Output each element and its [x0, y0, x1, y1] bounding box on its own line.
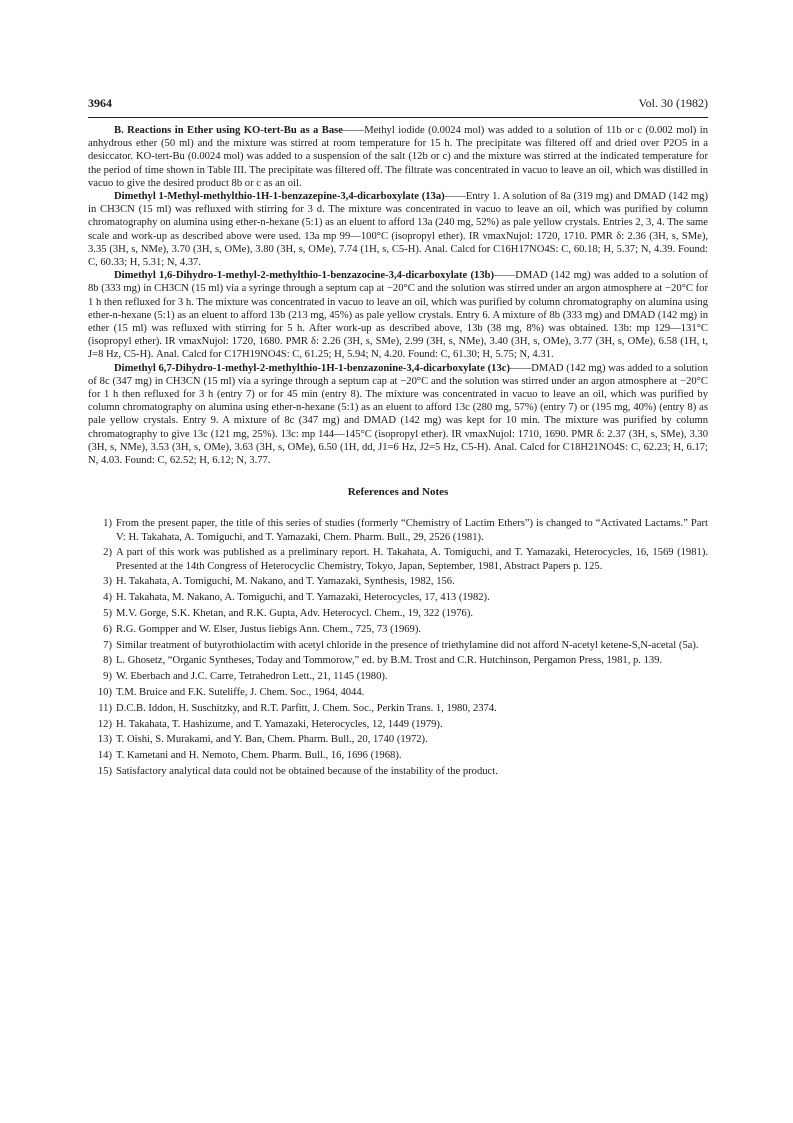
page-header: [88, 96, 708, 114]
paragraph-text: ——Entry 1. A solution of 8a (319 mg) and DMAD (142 mg) in CH3CN (15 ml) was refluxed with stirring for 3 d. The mixture was concentrated in vacuo to leave an oil, which was purified by column chromatography on alumina using ether-n-hexane (5:1) as an eluent to afford 13a (240 mg, 52%) as pale yellow crystals. Entries 2, 3, 4. The same scale and work-up as described above were used. 13a mp 99—100°C (isopropyl ether). IR νmaxNujol: 1720, 1710. PMR δ: 2.36 (3H, s, SMe), 3.35 (3H, s, NMe), 3.70 (3H, s, OMe), 3.80 (3H, s, OMe), 7.74 (1H, s, C5-H). Anal. Calcd for C16H17NO4S: C, 60.18; H, 5.37; N, 4.39. Found: C, 60.33; H, 5.31; N, 4.37.: [88, 191, 708, 269]
page-number: 3964: [88, 96, 112, 110]
reference-item: [88, 686, 708, 699]
reference-item: [88, 607, 708, 620]
journal-volume: Vol. 30 (1982): [638, 96, 708, 110]
paragraph-text: ——DMAD (142 mg) was added to a solution of 8c (347 mg) in CH3CN (15 ml) via a syringe through a septum cap at −20°C and the solution was stirred under an argon atmosphere at −20°C for 1 h then refluxed for 3 h (entry 7) or for 45 min (entry 8). The mixture was concentrated in vacuo to leave an oil, which was purified by column chromatography on alumina using ether-n-hexane (5:1) as an eluent to afford 13c (280 mg, 57%) (entry 7) or (195 mg, 40%) (entry 8) as pale yellow crystals. Entry 9. A mixture of 8c (347 mg) and DMAD (142 mg) was kept for 10 min. The mixture was purified by column chromatography to give 13c (121 mg, 25%). 13c: mp 144—145°C (isopropyl ether). IR νmaxNujol: 1710, 1690. PMR δ: 2.37 (3H, s, SMe), 3.30 (3H, s, NMe), 3.53 (3H, s, OMe), 3.63 (3H, s, OMe), 6.50 (1H, dd, J1=6 Hz, J2=5 Hz, C5-H). Anal. Calcd for C18H21NO4S: C, 62.23; H, 6.17; N, 4.03. Found: C, 62.52; H, 6.12; N, 3.77.: [88, 362, 708, 467]
reference-text: W. Eberbach and J.C. Carre, Tetrahedron Lett., 21, 1145 (1980).: [116, 671, 388, 683]
reference-text: R.G. Gompper and W. Elser, Justus liebigs Ann. Chem., 725, 73 (1969).: [116, 623, 422, 635]
reference-text: T. Oishi, S. Murakami, and Y. Ban, Chem. Pharm. Bull., 20, 1740 (1972).: [116, 734, 428, 746]
paragraph-heading: B. Reactions in Ether using KO-tert-Bu as a Base: [114, 125, 343, 136]
paragraph-text: ——Methyl iodide (0.0024 mol) was added to a solution of 11b or c (0.002 mol) in anhydrous ether (50 ml) and the mixture was stirred at room temperature for 15 h. The precipitate was filtered off and dried over P2O5 in a desiccator. KO-tert-Bu (0.0024 mol) was added to a suspension of the salt (12b or c) and the mixture was stirred at the indicated temperature for the period of time shown in Table III. The precipitate was filtered off. The filtrate was concentrated in vacuo to leave an oil, which was distilled in vacuo to give the desired product 8b or c as an oil.: [88, 125, 709, 189]
reference-text: From the present paper, the title of this series of studies (formerly “Chemistry of Lactim Ethers”) is changed to “Activated Lactams.” Part V: H. Takahata, A. Tomiguchi, and T. Yamazaki, Chem. Pharm. Bull., 29, 2526 (1981).: [116, 518, 708, 543]
paragraph-heading: Dimethyl 1,6-Dihydro-1-methyl-2-methylthio-1-benzazocine-3,4-dicarboxylate (13b): [114, 270, 495, 282]
reference-text: H. Takahata, M. Nakano, A. Tomiguchi, and T. Yamazaki, Heterocycles, 17, 413 (1982).: [116, 592, 490, 604]
reference-item: [88, 749, 708, 762]
reference-number: 12): [97, 718, 112, 730]
reference-number: 15): [97, 766, 112, 778]
reference-number: 6): [103, 623, 112, 635]
reference-number: 2): [103, 547, 112, 559]
paragraph-reactions-in-ether: [88, 124, 708, 190]
reference-item: [88, 765, 708, 778]
header-rule: [88, 117, 708, 118]
reference-item: [88, 670, 708, 683]
references-list: [88, 517, 708, 778]
reference-number: 14): [97, 750, 112, 762]
reference-item: [88, 639, 708, 652]
reference-item: [88, 546, 708, 572]
reference-number: 9): [103, 671, 112, 683]
reference-item: [88, 517, 708, 543]
reference-item: [88, 575, 708, 588]
experimental-section: [88, 124, 708, 781]
reference-text: H. Takahata, A. Tomiguchi, M. Nakano, and T. Yamazaki, Synthesis, 1982, 156.: [116, 576, 455, 588]
reference-item: [88, 718, 708, 731]
reference-text: Similar treatment of butyrothiolactim with acetyl chloride in the presence of triethylamine did not afford N-acetyl ketene-S,N-acetal (5a).: [116, 639, 699, 651]
paragraph-text: ——DMAD (142 mg) was added to a solution of 8b (333 mg) in CH3CN (15 ml) via a syringe through a septum cap at −20°C and the solution was stirred under an argon atmosphere at −20°C for 1 h then refluxed for 3 h. The mixture was concentrated in vacuo to leave an oil, which was purified by column chromatography on alumina using ether-n-hexane (5:1) as an eluent to afford 13b (213 mg, 45%) as pale yellow crystals. Entry 6. A mixture of 8b (333 mg) and DMAD (142 mg) in ether (15 ml) was refluxed with stirring for 5 h. After work-up as described above, 13b (38 mg, 8%) was obtained. 13b: mp 129—131°C (isopropyl ether). IR νmaxNujol: 1720, 1680. PMR δ: 2.26 (3H, s, SMe), 2.99 (3H, s, NMe), 3.40 (3H, s, OMe), 3.77 (3H, s, OMe), 6.58 (1H, t, J=8 Hz, C5-H). Anal. Calcd for C17H19NO4S: C, 61.25; H, 5.94; N, 4.20. Found: C, 61.30; H, 5.75; N, 4.31.: [88, 270, 708, 361]
reference-text: Satisfactory analytical data could not be obtained because of the instability of the product.: [116, 766, 498, 778]
reference-item: [88, 654, 708, 667]
paragraph-heading: Dimethyl 1-Methyl-methylthio-1H-1-benzazepine-3,4-dicarboxylate (13a): [114, 191, 445, 203]
reference-number: 10): [97, 687, 112, 699]
reference-item: [88, 702, 708, 715]
reference-text: H. Takahata, T. Hashizume, and T. Yamazaki, Heterocycles, 12, 1449 (1979).: [116, 718, 443, 730]
reference-text: A part of this work was published as a preliminary report. H. Takahata, A. Tomiguchi, and T. Yamazaki, Heterocycles, 16, 1569 (1981). Presented at the 14th Congress of Heterocyclic Chemistry, Tokyo, Japan, September, 1981, Abstract Papers p. 125.: [116, 547, 708, 572]
reference-text: M.V. Gorge, S.K. Khetan, and R.K. Gupta, Adv. Heterocycl. Chem., 19, 322 (1976).: [116, 608, 473, 620]
reference-number: 4): [103, 592, 112, 604]
paragraph-compound-13c: [88, 362, 708, 468]
reference-item: [88, 623, 708, 636]
reference-text: T.M. Bruice and F.K. Suteliffe, J. Chem. Soc., 1964, 4044.: [116, 687, 365, 699]
paragraph-heading: Dimethyl 6,7-Dihydro-1-methyl-2-methylthio-1H-1-benzazonine-3,4-dicarboxylate (13c): [114, 362, 510, 374]
reference-text: L. Ghosetz, “Organic Syntheses, Today and Tommorow,” ed. by B.M. Trost and C.R. Hutchinson, Pergamon Press, 1981, p. 139.: [116, 655, 663, 667]
reference-text: T. Kametani and H. Nemoto, Chem. Pharm. Bull., 16, 1696 (1968).: [116, 750, 402, 762]
reference-text: D.C.B. Iddon, H. Suschitzky, and R.T. Parfitt, J. Chem. Soc., Perkin Trans. 1, 1980, 2374.: [116, 702, 497, 714]
reference-number: 1): [103, 518, 112, 530]
reference-number: 8): [103, 655, 112, 667]
reference-number: 7): [103, 639, 112, 651]
reference-number: 13): [97, 734, 112, 746]
reference-number: 5): [103, 608, 112, 620]
reference-number: 11): [98, 702, 112, 714]
paragraph-compound-13a: [88, 190, 708, 269]
paragraph-compound-13b: [88, 269, 708, 361]
references-heading: References and Notes: [347, 486, 449, 499]
reference-item: [88, 733, 708, 746]
reference-number: 3): [103, 576, 112, 588]
reference-item: [88, 591, 708, 604]
